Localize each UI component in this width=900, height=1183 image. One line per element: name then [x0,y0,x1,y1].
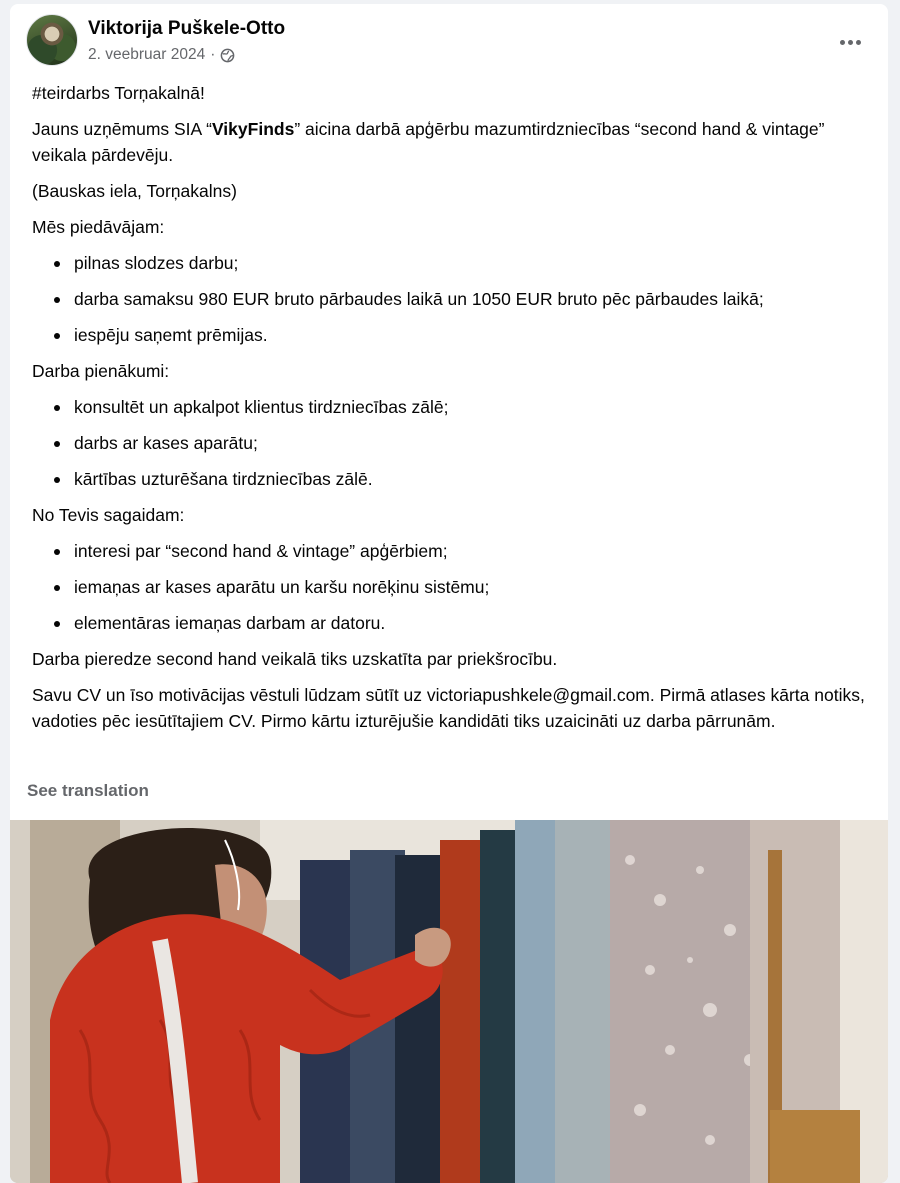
see-translation-link[interactable]: See translation [27,781,149,800]
offer-heading: Mēs piedāvājam: [32,217,165,237]
post-card [10,4,888,1183]
avatar[interactable] [26,14,78,66]
experience-paragraph: Darba pieredze second hand veikalā tiks uzskatīta par priekšrocību. [32,649,558,669]
expect-heading: No Tevis sagaidam: [32,505,185,525]
post-date[interactable]: 2. veebruar 2024 [88,46,206,63]
more-options-button[interactable] [832,24,868,60]
meta-separator: · [210,46,216,63]
apply-paragraph: Savu CV un īso motivācijas vēstuli lūdzam sūtīt uz victoriapushkele@gmail.com. Pirmā atlases kārta notiks, vadoties pēc iesūtītajiem CV. Pirmo kārtu izturējušie kandidāti tiks uzaicināti uz darba pārrunām. [32,685,865,731]
list-item: iemaņas ar kases aparātu un karšu norēķinu sistēmu; [32,574,868,600]
list-item: darbs ar kases aparātu; [32,430,868,456]
intro-text-start: Jauns uzņēmums SIA “ [32,119,212,139]
expect-list [32,538,868,636]
list-item: kārtības uzturēšana tirdzniecības zālē. [32,466,868,492]
more-options-icon [838,40,862,45]
post-body [32,80,868,744]
author-name[interactable]: Viktorija Puškele-Otto [88,18,286,39]
list-item: konsultēt un apkalpot klientus tirdzniecības zālē; [32,394,868,420]
location-line: (Bauskas iela, Torņakalns) [32,181,237,201]
list-item: darba samaksu 980 EUR bruto pārbaudes laikā un 1050 EUR bruto pēc pārbaudes laikā; [32,286,868,312]
duties-list [32,394,868,492]
post-photo[interactable] [10,820,888,1183]
list-item: elementāras iemaņas darbam ar datoru. [32,610,868,636]
globe-icon[interactable] [220,48,235,63]
post-meta [88,46,235,64]
company-name: VikyFinds [211,119,295,139]
clothing-store-photo [10,820,888,1183]
list-item: pilnas slodzes darbu; [32,250,868,276]
duties-heading: Darba pienākumi: [32,361,170,381]
intro-text-end: ” aicina darbā apģērbu mazumtirdzniecības “second hand & vintage” veikala pārdevēju. [32,119,825,165]
intro-paragraph [32,116,868,168]
offer-list [32,250,868,348]
list-item: interesi par “second hand & vintage” apģērbiem; [32,538,868,564]
hashtag-line: #teirdarbs Torņakalnā! [32,83,205,103]
post-header [26,10,872,68]
list-item: iespēju saņemt prēmijas. [32,322,868,348]
